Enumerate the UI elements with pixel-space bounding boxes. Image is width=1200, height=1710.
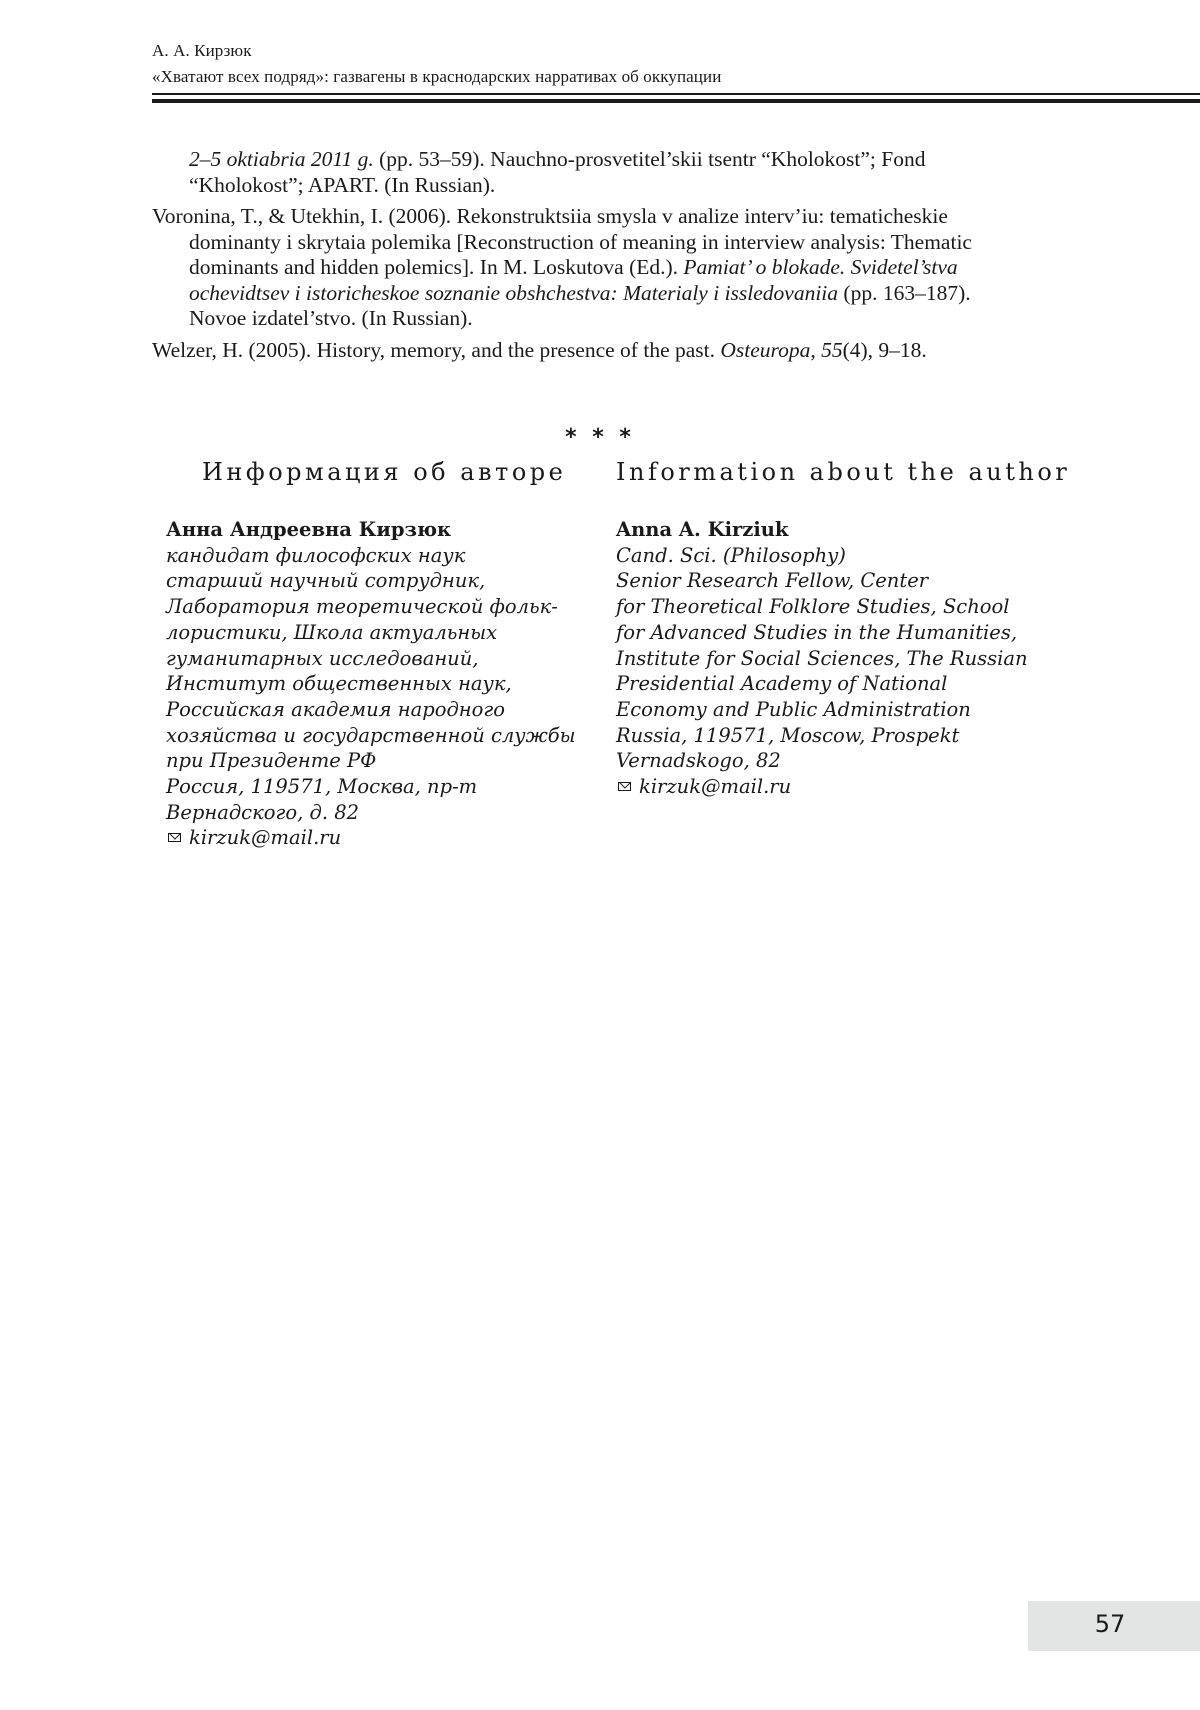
author-affiliation-line: Лаборатория теоретической фольк- (166, 595, 558, 619)
page-number: 57 (1094, 1610, 1126, 1638)
author-affiliation-line: кандидат философских наук (166, 543, 466, 567)
author-affiliation-line: хозяйства и государственной службы (166, 723, 576, 747)
running-head-author: А. А. Кирзюк (152, 41, 252, 60)
author-affiliation-line: лористики, Школа актуальных (166, 620, 498, 644)
author-email-line (616, 774, 1036, 800)
author-info-heading-ru: Информация об авторе (202, 458, 567, 486)
reference-entry (152, 204, 1032, 332)
author-affiliation-line: Cand. Sci. (Philosophy) (616, 543, 846, 567)
author-affiliation-line: Economy and Public Administration (616, 697, 971, 721)
author-affiliation-line: Senior Research Fellow, Center (616, 569, 929, 593)
reference-text: (pp. 163–187). Novoe izdatel’stvo. (In Russian). (189, 280, 971, 330)
author-info-ru (166, 517, 586, 851)
header-rule-thin (152, 93, 1200, 95)
author-affiliation-line: при Президенте РФ (166, 749, 377, 773)
envelope-icon (618, 782, 631, 791)
running-head (152, 38, 1200, 90)
author-affiliation-line: Россия, 119571, Москва, пр-т (166, 775, 478, 799)
reference-text: (pp. 53–59). Nauchno-prosvetitel’skii tsentr “Kholokost”; Fond “Kholokost”; APART. (In Russian). (189, 147, 926, 197)
author-affiliation-line: Vernadskogo, 82 (616, 749, 781, 773)
author-affiliation-line: Российская академия народного (166, 697, 505, 721)
envelope-icon (168, 833, 181, 842)
author-affiliation-line: Вернадского, д. 82 (166, 800, 360, 824)
reference-text: Welzer, H. (2005). History, memory, and the presence of the past. (152, 337, 721, 362)
author-affiliation-line: Presidential Academy of National (616, 672, 948, 696)
header-rule-thick (152, 99, 1200, 103)
author-affiliation-line: Институт общественных наук, (166, 672, 512, 696)
reference-text: (4), 9–18. (842, 337, 927, 362)
author-affiliation-line: Russia, 119571, Moscow, Prospekt (616, 723, 960, 747)
author-info-en (616, 517, 1036, 800)
reference-italic-text: 2–5 oktiabria 2011 g. (189, 147, 374, 171)
reference-italic-text: Pamiat’ o blokade. Svidetel’stva ochevidtsev i istoricheskoe soznanie obshchestva: Materialy i issledovaniia (189, 255, 958, 305)
section-separator: * * * (565, 425, 635, 450)
author-email-link[interactable]: kirzuk@mail.ru (639, 775, 792, 799)
running-head-title: «Хватают всех подряд»: газвагены в краснодарских нарративах об оккупации (152, 67, 722, 86)
author-affiliation-line: for Advanced Studies in the Humanities, (616, 620, 1018, 644)
author-affiliation-line: Institute for Social Sciences, The Russian (616, 646, 1028, 670)
reference-list (152, 147, 1032, 369)
reference-entry (152, 147, 1032, 198)
author-affiliation-line: for Theoretical Folklore Studies, School (616, 595, 1010, 619)
author-name-ru: Анна Андреевна Кирзюк (166, 518, 452, 541)
reference-entry (152, 338, 1032, 364)
author-name-en: Anna A. Kirziuk (616, 518, 789, 541)
author-email-link[interactable]: kirzuk@mail.ru (189, 826, 342, 850)
author-email-line (166, 825, 586, 851)
reference-text: , (810, 337, 822, 362)
author-affiliation-line: старший научный сотрудник, (166, 569, 486, 593)
reference-text: Voronina, T., & Utekhin, I. (2006). Rekonstruktsiia smysla v analize interv’iu: tematicheskie dominanty i skrytaia polemika [Reconstruction of meaning in interview analysis: Thematic dominants and hidden polemics]. In M. Loskutova (Ed.). (152, 204, 972, 279)
author-affiliation-line: гуманитарных исследований, (166, 646, 479, 670)
reference-italic-text: Osteuropa (720, 337, 811, 362)
author-info-heading-en: Information about the author (616, 458, 1071, 486)
reference-italic-text: 55 (821, 337, 843, 362)
